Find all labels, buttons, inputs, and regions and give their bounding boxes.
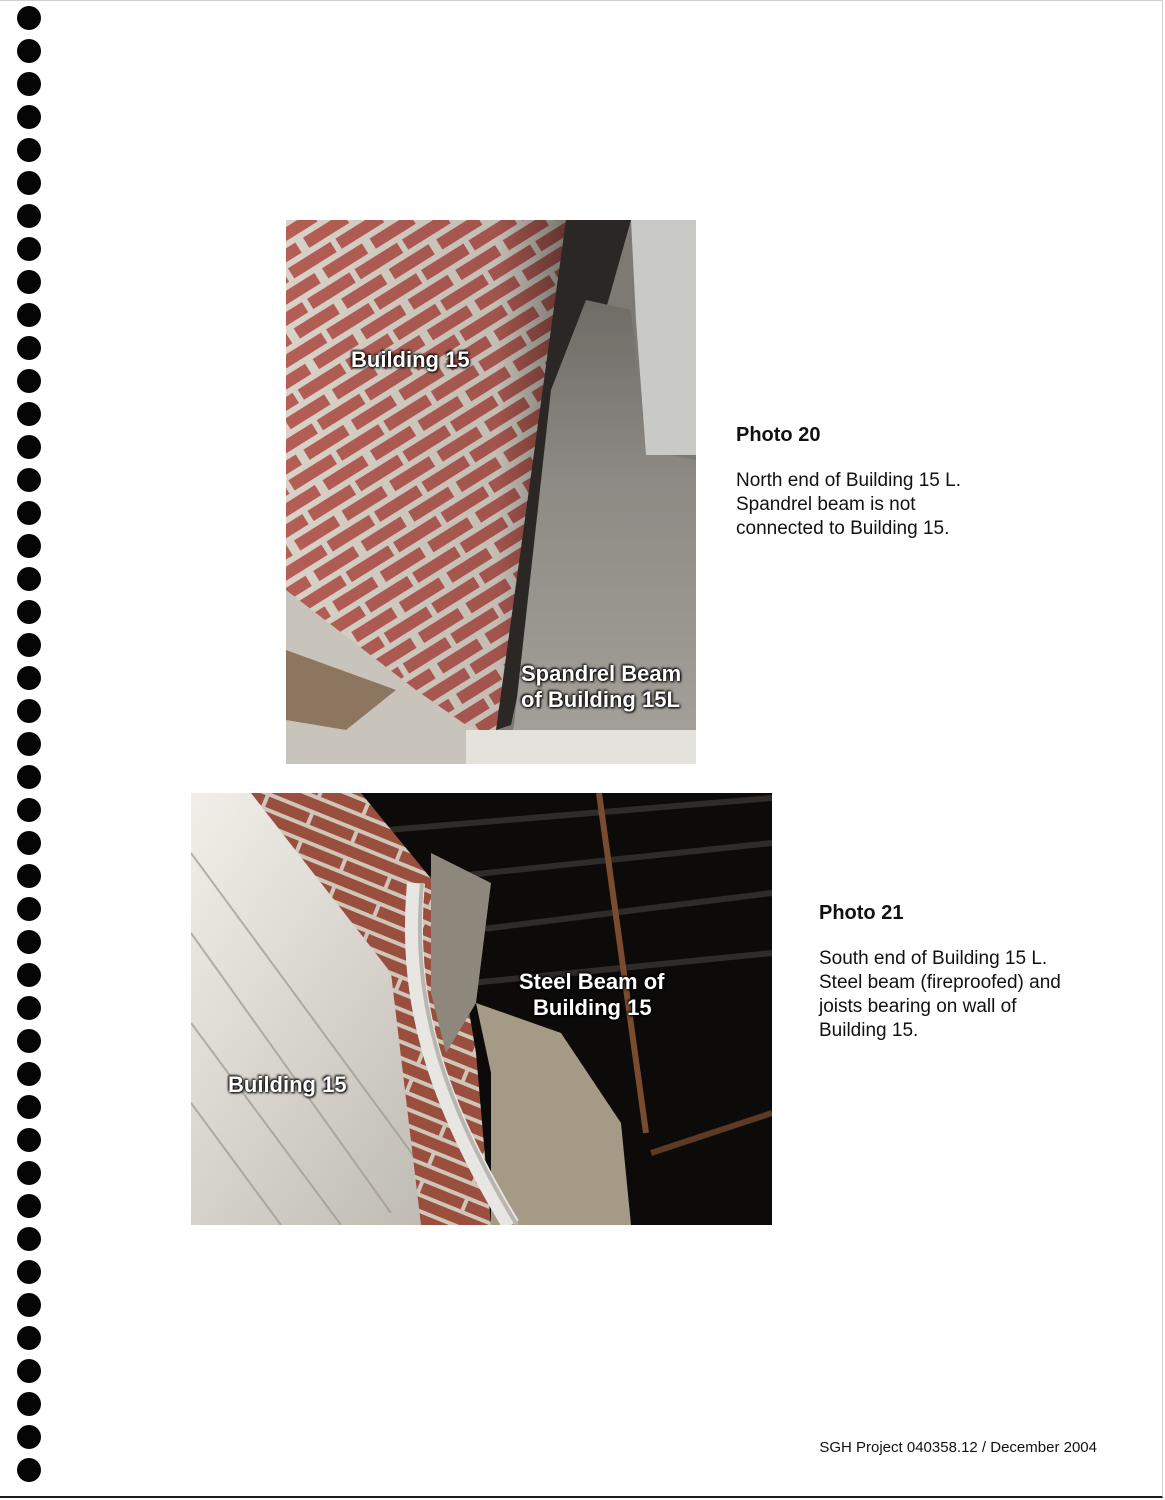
binding-hole bbox=[17, 402, 41, 426]
binding-hole bbox=[17, 171, 41, 195]
binding-hole bbox=[17, 1062, 41, 1086]
binding-hole bbox=[17, 831, 41, 855]
binding-hole bbox=[17, 468, 41, 492]
binding-hole bbox=[17, 105, 41, 129]
caption-text bbox=[736, 469, 1026, 541]
caption-line: South end of Building 15 L. bbox=[819, 948, 1048, 969]
binding-hole bbox=[17, 1128, 41, 1152]
caption-line: connected to Building 15. bbox=[736, 518, 950, 539]
binding-holes bbox=[17, 0, 41, 1500]
photo-21-image bbox=[191, 793, 772, 1225]
label-building-15: Building 15 bbox=[351, 347, 470, 372]
binding-hole bbox=[17, 39, 41, 63]
binding-hole bbox=[17, 501, 41, 525]
binding-hole bbox=[17, 1029, 41, 1053]
binding-hole bbox=[17, 270, 41, 294]
photo-20 bbox=[286, 220, 696, 764]
caption-photo-21 bbox=[819, 902, 1109, 1043]
label-spandrel-beam-line1: Spandrel Beam bbox=[521, 661, 682, 686]
binding-hole bbox=[17, 732, 41, 756]
caption-title: Photo 20 bbox=[736, 424, 821, 446]
binding-hole bbox=[17, 369, 41, 393]
binding-hole bbox=[17, 1293, 41, 1317]
label-steel-beam-line2: Building 15 bbox=[533, 995, 652, 1020]
binding-hole bbox=[17, 1095, 41, 1119]
caption-photo-20 bbox=[736, 424, 1026, 541]
label-spandrel-beam-line2: of Building 15L bbox=[521, 687, 680, 712]
binding-hole bbox=[17, 567, 41, 591]
caption-line: Spandrel beam is not bbox=[736, 494, 916, 515]
binding-hole bbox=[17, 534, 41, 558]
binding-hole bbox=[17, 699, 41, 723]
binding-hole bbox=[17, 6, 41, 30]
binding-hole bbox=[17, 1425, 41, 1449]
binding-hole bbox=[17, 138, 41, 162]
binding-hole bbox=[17, 1161, 41, 1185]
caption-line: Building 15. bbox=[819, 1020, 919, 1041]
binding-hole bbox=[17, 600, 41, 624]
binding-hole bbox=[17, 1194, 41, 1218]
binding-hole bbox=[17, 633, 41, 657]
photo-21 bbox=[191, 793, 772, 1225]
caption-line: Steel beam (fireproofed) and bbox=[819, 972, 1061, 993]
binding-hole bbox=[17, 1392, 41, 1416]
binding-hole bbox=[17, 336, 41, 360]
binding-hole bbox=[17, 798, 41, 822]
footer-project-info: SGH Project 040358.12 / December 2004 bbox=[819, 1439, 1097, 1456]
binding-hole bbox=[17, 1458, 41, 1482]
binding-hole bbox=[17, 963, 41, 987]
binding-hole bbox=[17, 765, 41, 789]
caption-line: North end of Building 15 L. bbox=[736, 470, 961, 491]
caption-text bbox=[819, 947, 1109, 1043]
binding-hole bbox=[17, 864, 41, 888]
binding-hole bbox=[17, 435, 41, 459]
binding-hole bbox=[17, 303, 41, 327]
label-building-15: Building 15 bbox=[228, 1072, 347, 1097]
binding-hole bbox=[17, 72, 41, 96]
label-steel-beam-line1: Steel Beam of bbox=[519, 969, 665, 994]
binding-hole bbox=[17, 237, 41, 261]
binding-hole bbox=[17, 996, 41, 1020]
binding-hole bbox=[17, 930, 41, 954]
binding-hole bbox=[17, 204, 41, 228]
binding-hole bbox=[17, 1326, 41, 1350]
binding-hole bbox=[17, 1227, 41, 1251]
binding-hole bbox=[17, 666, 41, 690]
binding-hole bbox=[17, 1359, 41, 1383]
binding-hole bbox=[17, 897, 41, 921]
binding-hole bbox=[17, 1260, 41, 1284]
caption-line: joists bearing on wall of bbox=[819, 996, 1017, 1017]
caption-title: Photo 21 bbox=[819, 902, 904, 924]
